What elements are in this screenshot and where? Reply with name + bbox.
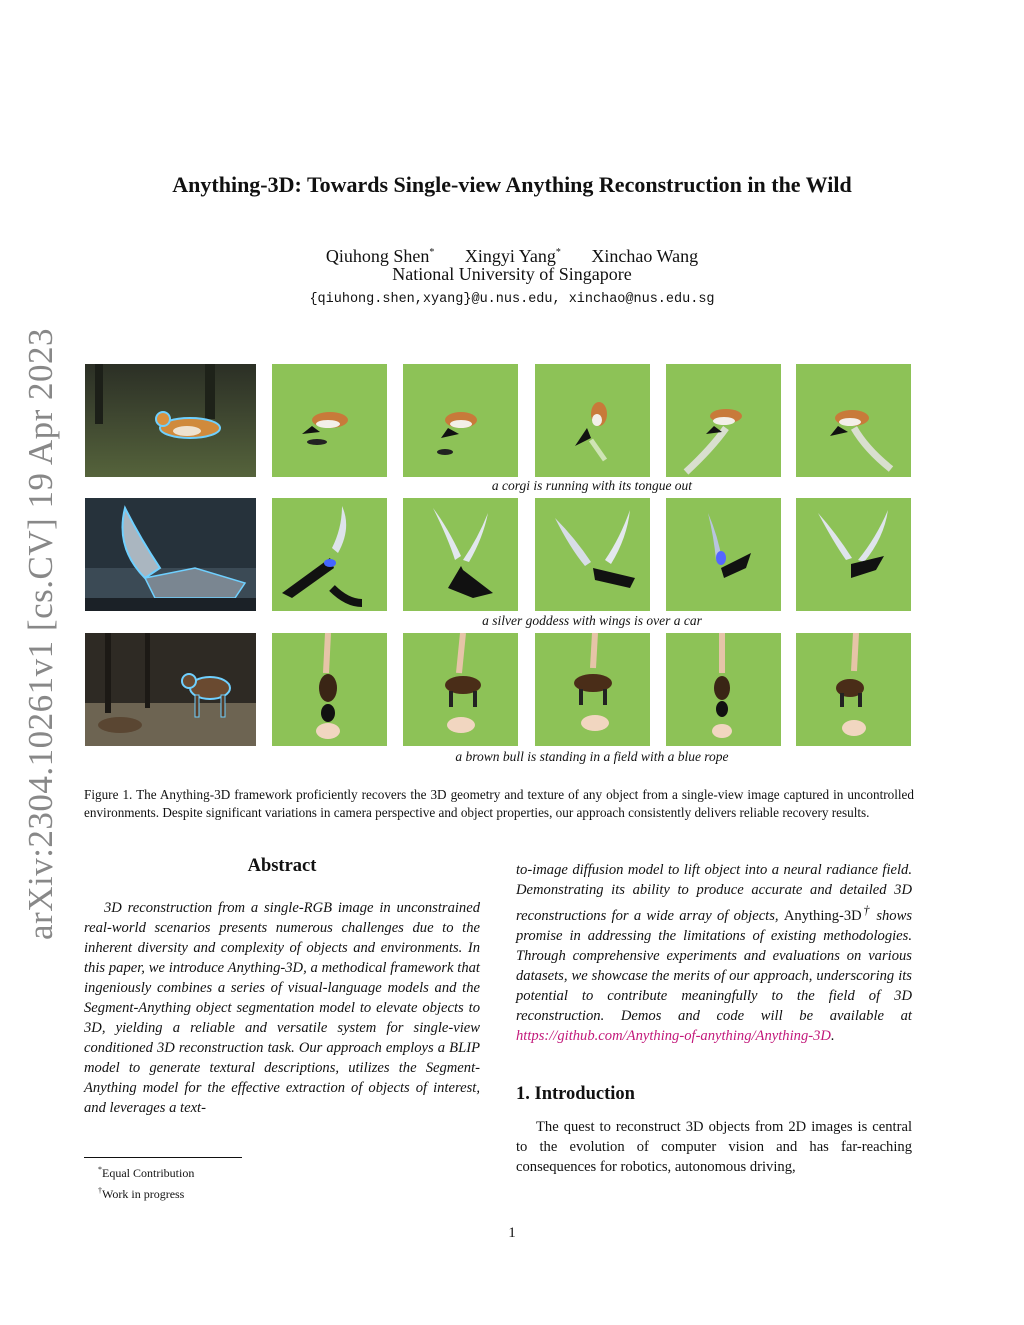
arxiv-stamp: arXiv:2304.10261v1 [cs.CV] 19 Apr 2023	[21, 327, 60, 940]
render-view	[666, 498, 781, 611]
github-link[interactable]: https://github.com/Anything-of-anything/Anything-3D	[516, 1027, 831, 1044]
render-view	[272, 633, 387, 746]
introduction-heading: 1. Introduction	[516, 1083, 635, 1104]
render-view	[535, 498, 650, 611]
method-name: Anything-3D	[783, 907, 862, 924]
render-view	[535, 364, 650, 477]
footnotes	[84, 1161, 194, 1203]
figure-row-caption: a corgi is running with its tongue out	[272, 478, 912, 494]
figure-row-caption: a silver goddess with wings is over a car	[272, 613, 912, 629]
author: Xingyi Yang*	[464, 246, 561, 266]
paper-title: Anything-3D: Towards Single-view Anything Reconstruction in the Wild	[172, 172, 852, 197]
render-view	[272, 364, 387, 477]
left-column	[84, 856, 480, 1118]
figure-row-caption: a brown bull is standing in a field with a blue rope	[272, 749, 912, 765]
author: Xinchao Wang	[591, 246, 699, 266]
render-view	[272, 498, 387, 611]
render-view	[666, 364, 781, 477]
render-view	[796, 633, 911, 746]
render-view	[796, 364, 911, 477]
footnote-rule	[84, 1157, 242, 1158]
footnote: †Work in progress	[98, 1186, 185, 1201]
render-view	[403, 364, 518, 477]
page-number: 1	[508, 1225, 516, 1241]
render-view	[666, 633, 781, 746]
render-view	[535, 633, 650, 746]
render-view	[403, 498, 518, 611]
affiliation: National University of Singapore	[392, 264, 632, 284]
input-photo-bull	[85, 633, 256, 746]
render-view	[403, 633, 518, 746]
input-photo-goddess	[85, 498, 256, 611]
introduction-text: The quest to reconstruct 3D objects from 2D images is central to the evolution of computer vision and has far-reaching consequences for robotics, autonomous driving,	[516, 1118, 912, 1175]
right-column	[516, 860, 912, 1177]
author-emails: {qiuhong.shen,xyang}@u.nus.edu, xinchao@nus.edu.sg	[309, 292, 715, 307]
footnote: *Equal Contribution	[98, 1165, 195, 1180]
figure-caption: Figure 1. The Anything-3D framework proficiently recovers the 3D geometry and texture of any object from a single-view image captured in uncontrolled environments. Despite significant variations in camera perspective and object properties, our approach consistently delivers reliable recovery results.	[84, 787, 914, 820]
author: Qiuhong Shen*	[325, 246, 435, 266]
abstract-heading: Abstract	[247, 856, 317, 876]
input-photo-corgi	[85, 364, 256, 477]
render-view	[796, 498, 911, 611]
abstract-continuation: to-image diffusion model to lift object into a neural radiance field. Demonstrating its ability to produce accurate and detailed 3D reconstructions for a wide array of objects, Anything-3D† shows promise in addressing the limitations of existing methodologies. Through comprehensive experiments and evaluations on various datasets, we showcase the merits of our approach, underscoring its potential to contribute meaningfully to the field of 3D reconstruction. Demos and code will be available at https://github.com/Anything-of-anything/Anything-3D.	[516, 862, 913, 1044]
abstract-text: 3D reconstruction from a single-RGB image in unconstrained real-world scenarios presents numerous challenges due to the inherent diversity and complexity of objects and environments. In this paper, we introduce Anything-3D, a methodical framework that ingeniously combines a series of visual-language models and the Segment-Anything object segmentation model to elevate objects to 3D, yielding a reliable and versatile system for single-view conditioned 3D reconstruction task. Our approach employs a BLIP model to generate textural descriptions, utilizes the Segment-Anything model for the effective extraction of objects of interest, and leverages a text-	[84, 900, 480, 1116]
